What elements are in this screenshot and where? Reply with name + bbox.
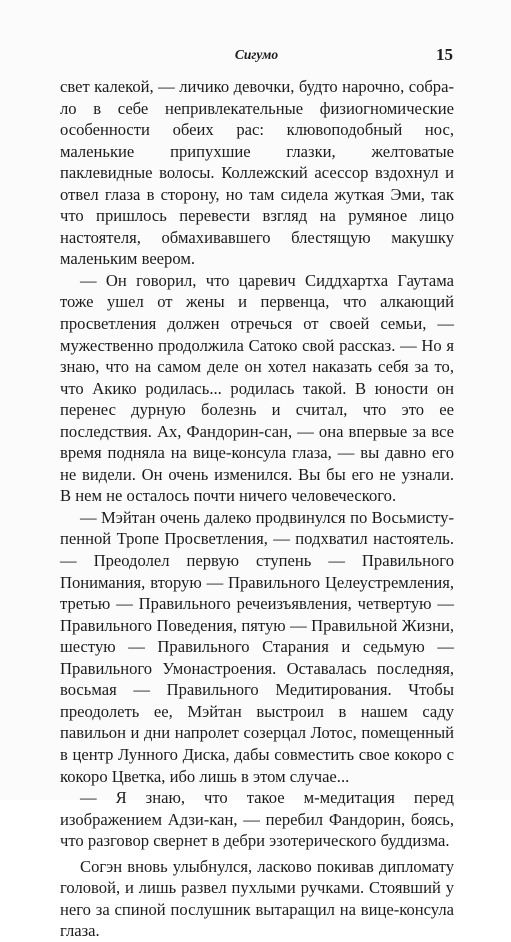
body-text — [60, 76, 454, 942]
page-number: 15 — [436, 45, 453, 64]
paragraph: Согэн вновь улыбнулся, ласково покивав дипломату головой, и лишь развел пухлыми ручками. Стоявший у него за спиной послушник вытаращил на вице-консула глаза. — [60, 856, 454, 941]
paragraph: — Он говорил, что царевич Сиддхартха Гаутама тоже ушел от жены и первенца, что алкающий просветления должен отречься от своей семьи, — мужественно продолжила Сатоко свой рассказ. — Но я знаю, что на самом деле он хотел наказать себя за то, что Акико родилась... родилась такой. В юности он перенес дурную болезнь и считал, что это ее последствия. Ах, Фандорин-сан, — она впервые за все время подняла на вице-консула глаза, — вы давно его не видели. Он очень изменился. Вы бы его не узнали. В нем не осталось почти ничего человеческого. — [60, 270, 454, 506]
paragraph: свет калекой, — личико девочки, будто нарочно, собрало в себе непривлекательные физиогномические особенности обеих рас: клювоподобный нос, маленькие припухшие глазки, желтоватые паклевидные волосы. Коллежский асессор вздохнул и отвел глаза в сторону, но там сидела жуткая Эми, так что пришлось перевести взгляд на румяное лицо настоятеля, обмахивавшего блестящую макушку маленьким веером. — [60, 77, 454, 269]
page-header — [60, 45, 453, 67]
running-title: Сигумо — [234, 47, 279, 62]
paragraph: — Мэйтан очень далеко продвинулся по Восьмиступенной Тропе Просветления, — подхватил настоятель. — Преодолел первую ступень — Правильного Понимания, вторую — Правильного Целеустремления, третью — Правильного речеизъявления, четвертую — Правильного Поведения, пятую — Правильной Жизни, шестую — Правильного Старания и седьмую — Правильного Умонастроения. Оставалась последняя, восьмая — Правильного Медитирования. Чтобы преодолеть ее, Мэйтан выстроил в нашем саду павильон и дни напролет созерцал Лотос, помещенный в центр Лунного Диска, дабы совместить свое кокоро с кокоро Цветка, ибо лишь в этом случае... — [60, 507, 454, 786]
paragraph: — Я знаю, что такое м-медитация перед изображением Адзи-кан, — перебил Фандорин, боясь, что разговор свернет в дебри эзотерического буддизма. — [60, 788, 454, 851]
